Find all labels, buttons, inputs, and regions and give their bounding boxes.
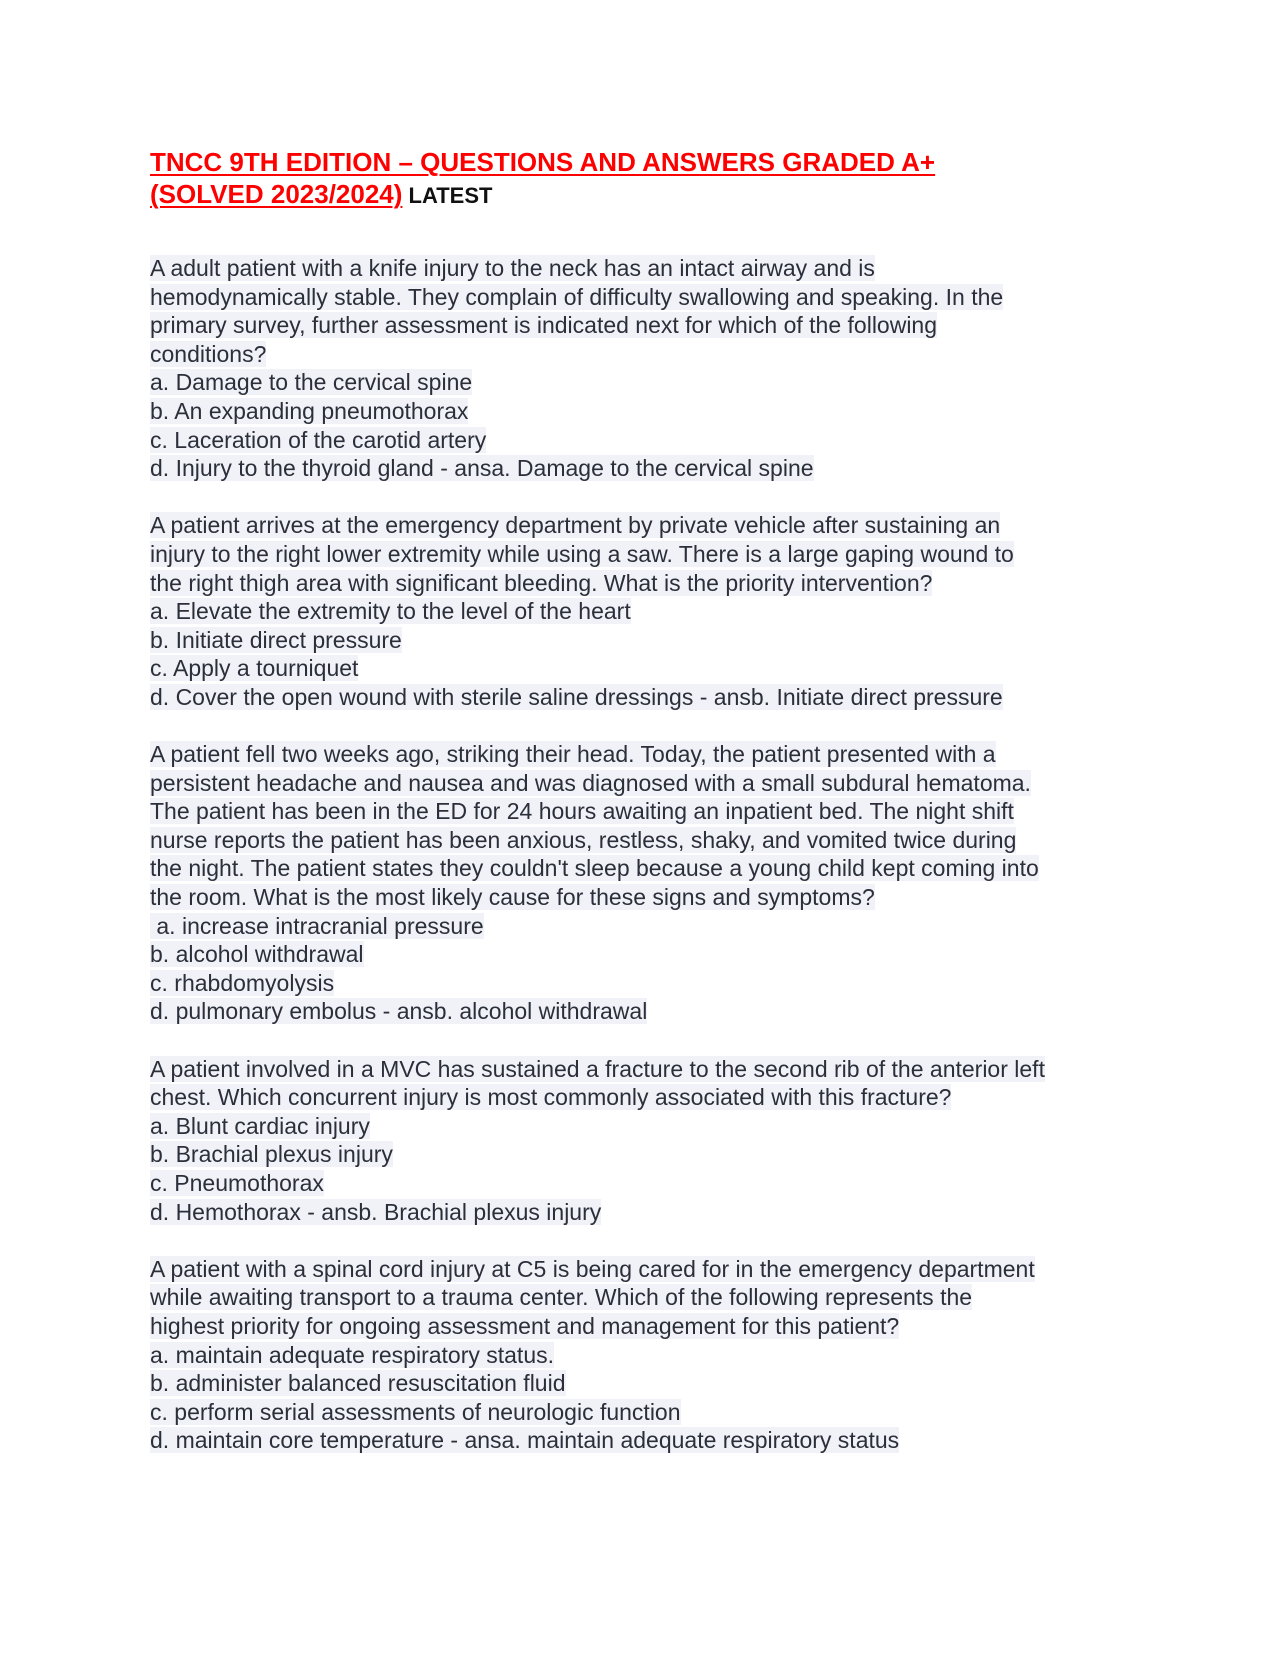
title-red-text: TNCC 9TH EDITION – QUESTIONS AND ANSWERS GRADED A+ xyxy=(150,147,936,177)
highlighted-text: highest priority for ongoing assessment and management for this patient? xyxy=(150,1312,900,1339)
highlighted-text: a. Elevate the extremity to the level of the heart xyxy=(150,598,631,625)
highlighted-text: d. Hemothorax - ansb. Brachial plexus injury xyxy=(150,1198,602,1225)
document-title xyxy=(150,146,1150,212)
question-line xyxy=(150,1398,1150,1427)
highlighted-text: c. rhabdomyolysis xyxy=(150,969,335,996)
question-line xyxy=(150,854,1150,883)
question-line xyxy=(150,1169,1150,1198)
question-line xyxy=(150,1140,1150,1169)
question-block xyxy=(150,1055,1150,1227)
highlighted-text: a. Damage to the cervical spine xyxy=(150,369,473,396)
highlighted-text: The patient has been in the ED for 24 hours awaiting an inpatient bed. The night shift xyxy=(150,798,1014,825)
highlighted-text: d. Cover the open wound with sterile saline dressings - ansb. Initiate direct pressure xyxy=(150,683,1003,710)
highlighted-text: A patient involved in a MVC has sustained a fracture to the second rib of the anterior left xyxy=(150,1055,1045,1082)
question-line xyxy=(150,912,1150,941)
question-block xyxy=(150,254,1150,483)
highlighted-text: nurse reports the patient has been anxious, restless, shaky, and vomited twice during xyxy=(150,826,1017,853)
question-line xyxy=(150,1198,1150,1227)
question-line xyxy=(150,426,1150,455)
question-text-line xyxy=(150,511,1150,540)
question-line xyxy=(150,283,1150,312)
question-block xyxy=(150,1255,1150,1455)
question-text-line xyxy=(150,254,1150,283)
question-line xyxy=(150,826,1150,855)
highlighted-text: b. Brachial plexus injury xyxy=(150,1141,393,1168)
highlighted-text: the night. The patient states they couldn't sleep because a young child kept coming into xyxy=(150,855,1039,882)
question-line xyxy=(150,1341,1150,1370)
question-line xyxy=(150,969,1150,998)
question-line xyxy=(150,597,1150,626)
question-line xyxy=(150,626,1150,655)
question-text-line xyxy=(150,1055,1150,1084)
question-line xyxy=(150,797,1150,826)
question-line xyxy=(150,397,1150,426)
highlighted-text: c. Pneumothorax xyxy=(150,1170,324,1196)
question-line xyxy=(150,1312,1150,1341)
highlighted-text: c. Laceration of the carotid artery xyxy=(150,426,487,453)
question-line xyxy=(150,1426,1150,1455)
question-text-line xyxy=(150,1255,1150,1284)
title-line-2 xyxy=(150,178,1150,212)
question-line xyxy=(150,654,1150,683)
highlighted-text: persistent headache and nausea and was diagnosed with a small subdural hematoma. xyxy=(150,769,1031,796)
question-block xyxy=(150,511,1150,711)
title-latest-text: LATEST xyxy=(402,183,493,208)
highlighted-text: a. Blunt cardiac injury xyxy=(150,1112,370,1139)
highlighted-text: d. Injury to the thyroid gland - ansa. Damage to the cervical spine xyxy=(150,455,814,482)
question-line xyxy=(150,569,1150,598)
highlighted-text: the right thigh area with significant bleeding. What is the priority intervention? xyxy=(150,569,933,596)
highlighted-text: primary survey, further assessment is indicated next for which of the following xyxy=(150,312,938,339)
question-block xyxy=(150,740,1150,1026)
highlighted-text: A patient fell two weeks ago, striking their head. Today, the patient presented with a xyxy=(150,741,996,768)
question-line xyxy=(150,454,1150,483)
question-line xyxy=(150,997,1150,1026)
question-text-line xyxy=(150,740,1150,769)
document-page xyxy=(150,146,1150,1484)
highlighted-text: A patient arrives at the emergency department by private vehicle after sustaining an xyxy=(150,512,1001,539)
highlighted-text: c. Apply a tourniquet xyxy=(150,655,359,682)
highlighted-text: b. Initiate direct pressure xyxy=(150,626,402,653)
question-line xyxy=(150,368,1150,397)
highlighted-text: a. increase intracranial pressure xyxy=(150,912,484,939)
question-line xyxy=(150,1112,1150,1141)
question-line xyxy=(150,883,1150,912)
question-line xyxy=(150,683,1150,712)
highlighted-text: A adult patient with a knife injury to the neck has an intact airway and is xyxy=(150,255,875,281)
highlighted-text: while awaiting transport to a trauma center. Which of the following represents the xyxy=(150,1284,973,1311)
highlighted-text: injury to the right lower extremity while using a saw. There is a large gaping wound to xyxy=(150,540,1014,567)
question-line xyxy=(150,1283,1150,1312)
highlighted-text: the room. What is the most likely cause for these signs and symptoms? xyxy=(150,884,875,911)
highlighted-text: b. alcohol withdrawal xyxy=(150,941,364,968)
highlighted-text: A patient with a spinal cord injury at C5 is being cared for in the emergency department xyxy=(150,1255,1035,1282)
highlighted-text: b. An expanding pneumothorax xyxy=(150,397,469,424)
highlighted-text: conditions? xyxy=(150,340,267,367)
question-line xyxy=(150,1369,1150,1398)
highlighted-text: b. administer balanced resuscitation fluid xyxy=(150,1370,566,1397)
question-line xyxy=(150,1083,1150,1112)
highlighted-text: d. maintain core temperature - ansa. maintain adequate respiratory status xyxy=(150,1427,900,1454)
question-line xyxy=(150,311,1150,340)
question-line xyxy=(150,769,1150,798)
highlighted-text: a. maintain adequate respiratory status. xyxy=(150,1341,555,1368)
highlighted-text: chest. Which concurrent injury is most commonly associated with this fracture? xyxy=(150,1084,952,1111)
question-line xyxy=(150,540,1150,569)
question-list xyxy=(150,254,1150,1455)
highlighted-text: d. pulmonary embolus - ansb. alcohol withdrawal xyxy=(150,998,648,1025)
title-solved-text: (SOLVED 2023/2024) xyxy=(150,179,403,209)
title-line-1 xyxy=(150,146,1150,178)
highlighted-text: hemodynamically stable. They complain of difficulty swallowing and speaking. In the xyxy=(150,283,1004,310)
question-line xyxy=(150,340,1150,369)
highlighted-text: c. perform serial assessments of neurologic function xyxy=(150,1398,681,1425)
question-line xyxy=(150,940,1150,969)
